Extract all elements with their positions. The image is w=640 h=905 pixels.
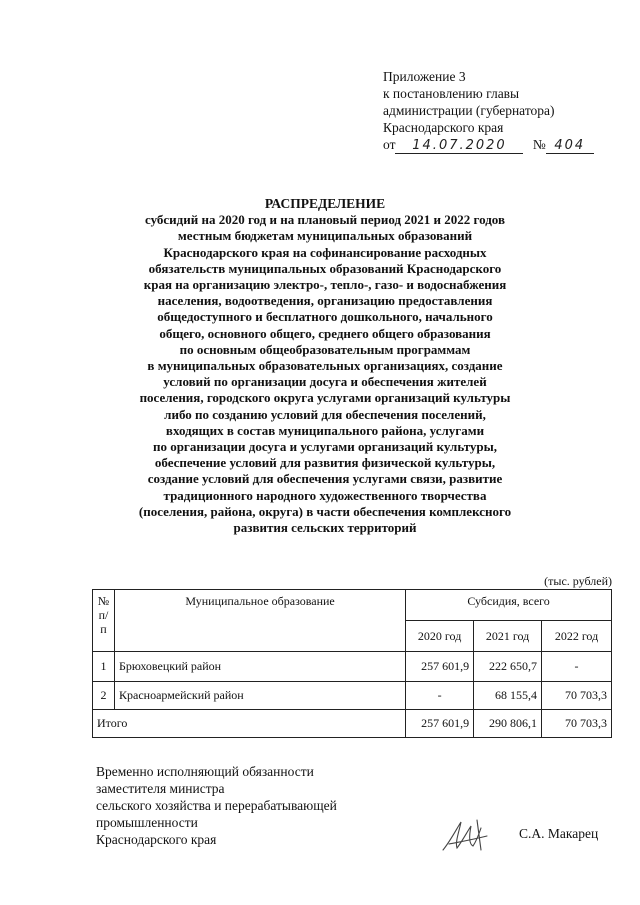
title-line: условий по организации досуга и обеспечения жителей [163, 374, 487, 390]
appendix-block [383, 68, 594, 154]
title-line: по основным общеобразовательным программам [179, 341, 471, 357]
title-line: субсидий на 2020 год и на плановый период 2021 и 2022 годов [144, 212, 505, 228]
signatory-block [96, 763, 337, 848]
title-line: поселения, городского округа услугами организаций культуры [139, 390, 511, 406]
title-line: обязательств муниципальных образований Краснодарского [148, 260, 502, 276]
title-line: в муниципальных образовательных организациях, создание [147, 358, 503, 374]
title-line: Краснодарского края на софинансирование расходных [163, 244, 487, 260]
table-row [93, 652, 612, 682]
table-row [93, 682, 612, 710]
number-label: № [532, 137, 546, 152]
title-line: местным бюджетам муниципальных образований [177, 228, 473, 244]
title-line: общедоступного и бесплатного дошкольного, начального [157, 309, 493, 325]
subsidy-table [92, 589, 612, 738]
row-number: 2 [93, 682, 115, 710]
title-line: населения, водоотведения, организацию предоставления [157, 293, 493, 309]
title-line: (поселения, района, округа) в части обеспечения комплексного [138, 503, 512, 519]
title-line: либо по созданию условий для обеспечения поселений, [164, 406, 486, 422]
handwritten-signature [437, 810, 497, 860]
title-line: общего, основного общего, среднего общего образования [159, 325, 491, 341]
title-line: развития сельских территорий [233, 520, 417, 536]
title-line: входящих в состав муниципального района, услугами [165, 422, 485, 438]
total-label: Итого [93, 710, 406, 738]
header-year-2020: 2020 год [406, 621, 474, 652]
total-value-2021: 290 806,1 [474, 710, 542, 738]
header-number: № п/п [93, 590, 115, 652]
signatory-line: сельского хозяйства и перерабатывающей [96, 798, 337, 813]
appendix-line: администрации (губернатора) [383, 103, 555, 118]
table-header-row [93, 590, 612, 621]
signatory-line: заместителя министра [96, 781, 225, 796]
title-line: края на организацию электро-, тепло-, газо- и водоснабжения [143, 277, 507, 293]
total-value-2022: 70 703,3 [542, 710, 612, 738]
header-year-2021: 2021 год [474, 621, 542, 652]
title-line: традиционного народного художественного творчества [163, 487, 487, 503]
signatory-line: Временно исполняющий обязанности [96, 764, 314, 779]
title-line: по организации досуга и услугами организаций культуры, [152, 439, 498, 455]
table-total-row [93, 710, 612, 738]
header-subsidy: Субсидия, всего [406, 590, 612, 621]
appendix-line: Приложение 3 [383, 69, 466, 84]
row-value-2022: 70 703,3 [542, 682, 612, 710]
title-line: обеспечение условий для развития физической культуры, [154, 455, 496, 471]
total-value-2020: 257 601,9 [406, 710, 474, 738]
decree-number: 404 [554, 138, 586, 153]
header-year-2022: 2022 год [542, 621, 612, 652]
row-municipality: Красноармейский район [114, 682, 405, 710]
signer-name: С.А. Макарец [519, 826, 599, 841]
from-label: от [383, 137, 396, 152]
appendix-line: Краснодарского края [383, 120, 504, 135]
row-value-2021: 222 650,7 [474, 652, 542, 682]
row-value-2022: - [542, 652, 612, 682]
row-value-2020: 257 601,9 [406, 652, 474, 682]
appendix-line: к постановлению главы [383, 86, 520, 101]
row-number: 1 [93, 652, 115, 682]
decree-date: 14.07.2020 [412, 138, 507, 153]
document-title [110, 196, 540, 536]
row-municipality: Брюховецкий район [114, 652, 405, 682]
title-heading: РАСПРЕДЕЛЕНИЕ [264, 196, 386, 211]
signatory-line: промышленности [96, 815, 198, 830]
title-line: создание условий для обеспечения услугами связи, развитие [147, 471, 503, 487]
signatory-line: Краснодарского края [96, 832, 217, 847]
units-label: (тыс. рублей) [544, 574, 612, 588]
decree-date-line [383, 136, 594, 154]
row-value-2021: 68 155,4 [474, 682, 542, 710]
row-value-2020: - [406, 682, 474, 710]
header-municipality: Муниципальное образование [114, 590, 405, 652]
